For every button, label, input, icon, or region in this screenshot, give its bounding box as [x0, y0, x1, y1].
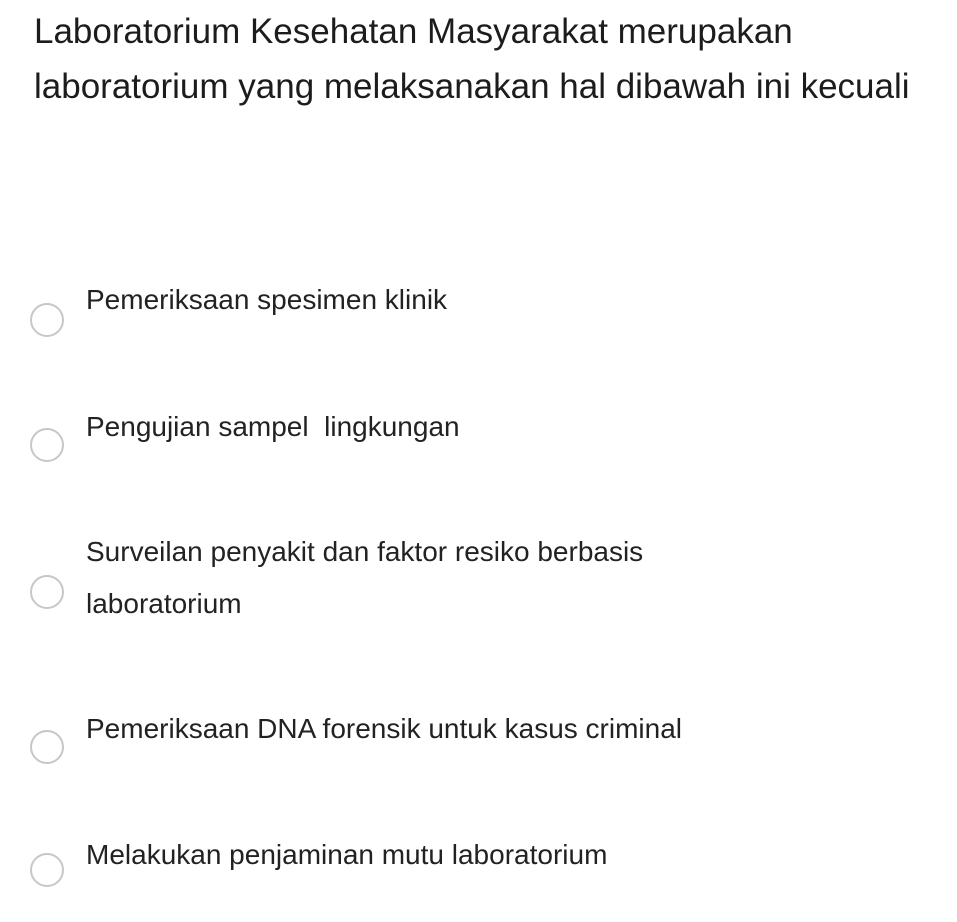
radio-button-icon[interactable]: [30, 303, 64, 337]
radio-button-icon[interactable]: [30, 730, 64, 764]
radio-button-icon[interactable]: [30, 428, 64, 462]
option-label: Surveilan penyakit dan faktor resiko berbasis laboratorium: [86, 536, 651, 619]
question-text: Laboratorium Kesehatan Masyarakat merupakan laboratorium yang melaksanakan hal dibawah ini kecuali: [34, 12, 910, 106]
option-label: Pemeriksaan spesimen klinik: [86, 284, 448, 315]
option-label: Pemeriksaan DNA forensik untuk kasus criminal: [86, 713, 683, 744]
option-label: Melakukan penjaminan mutu laboratorium: [86, 839, 608, 870]
option-label: Pengujian sampel lingkungan: [86, 411, 460, 442]
radio-button-icon[interactable]: [30, 575, 64, 609]
radio-button-icon[interactable]: [30, 853, 64, 887]
